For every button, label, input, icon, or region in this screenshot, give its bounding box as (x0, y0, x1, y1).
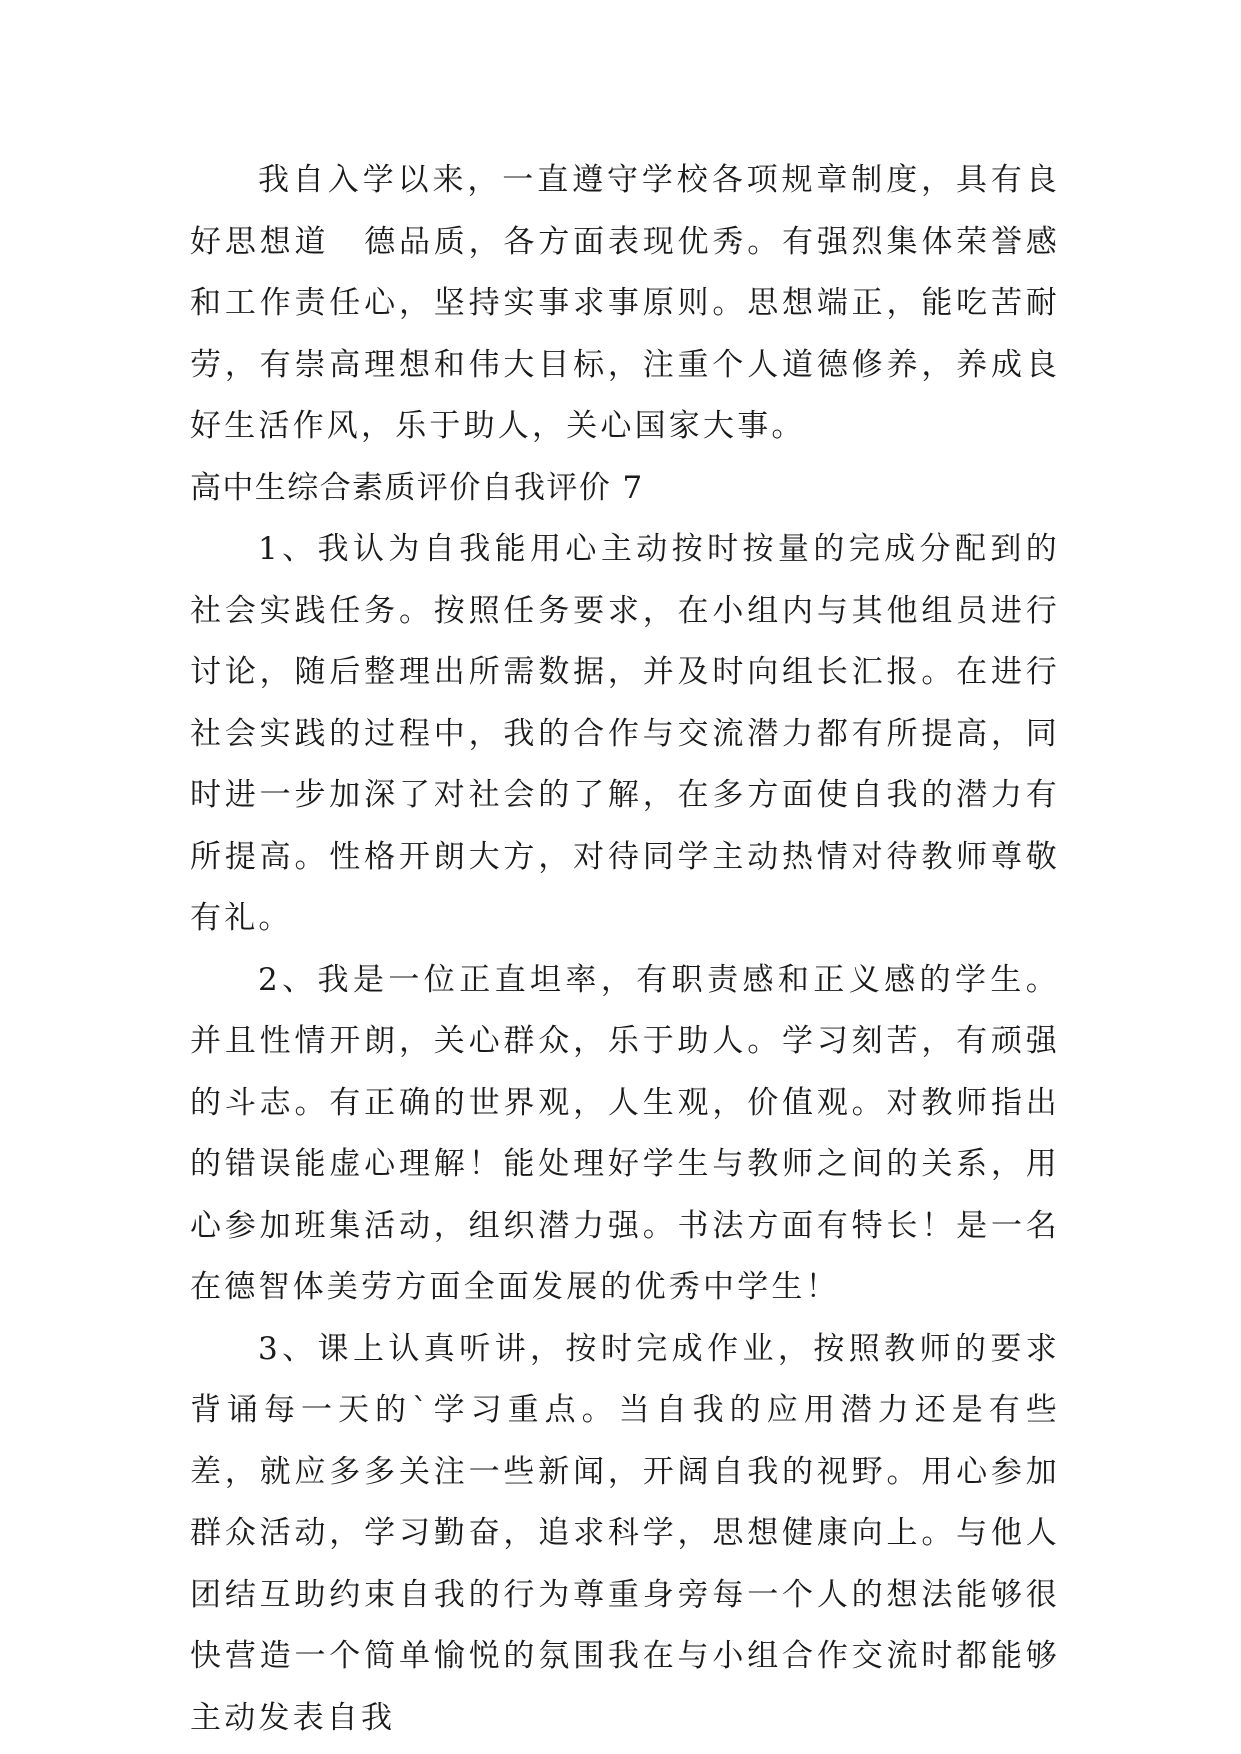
paragraph-item-1: 1、我认为自我能用心主动按时按量的完成分配到的社会实践任务。按照任务要求，在小组内与其他组员进行讨论，随后整理出所需数据，并及时向组长汇报。在进行社会实践的过程中，我的合作与交流潜力都有所提高，同时进一步加深了对社会的了解，在多方面使自我的潜力有所提高。性格开朗大方，对待同学主动热情对待教师尊敬有礼。 (190, 531, 1060, 936)
document-body (190, 150, 1060, 1749)
paragraph-item-3: 3、课上认真听讲，按时完成作业，按照教师的要求背诵每一天的`学习重点。当自我的应用潜力还是有些差，就应多多关注一些新闻，开阔自我的视野。用心参加群众活动，学习勤奋，追求科学，思想健康向上。与他人团结互助约束自我的行为尊重身旁每一个人的想法能够很快营造一个简单愉悦的氛围我在与小组合作交流时都能够主动发表自我 (190, 1330, 1060, 1736)
section-heading: 高中生综合素质评价自我评价 7 (190, 469, 644, 506)
paragraph-intro: 我自入学以来，一直遵守学校各项规章制度，具有良好思想道 德品质，各方面表现优秀。有强烈集体荣誉感和工作责任心，坚持实事求事原则。思想端正，能吃苦耐劳，有崇高理想和伟大目标，注重个人道德修养，养成良好生活作风，乐于助人，关心国家大事。 (190, 162, 1060, 444)
paragraph-item-2: 2、我是一位正直坦率，有职责感和正义感的学生。并且性情开朗，关心群众，乐于助人。学习刻苦，有顽强的斗志。有正确的世界观，人生观，价值观。对教师指出的错误能虚心理解！能处理好学生与教师之间的关系，用心参加班集活动，组织潜力强。书法方面有特长！是一名在德智体美劳方面全面发展的优秀中学生！ (190, 961, 1060, 1305)
